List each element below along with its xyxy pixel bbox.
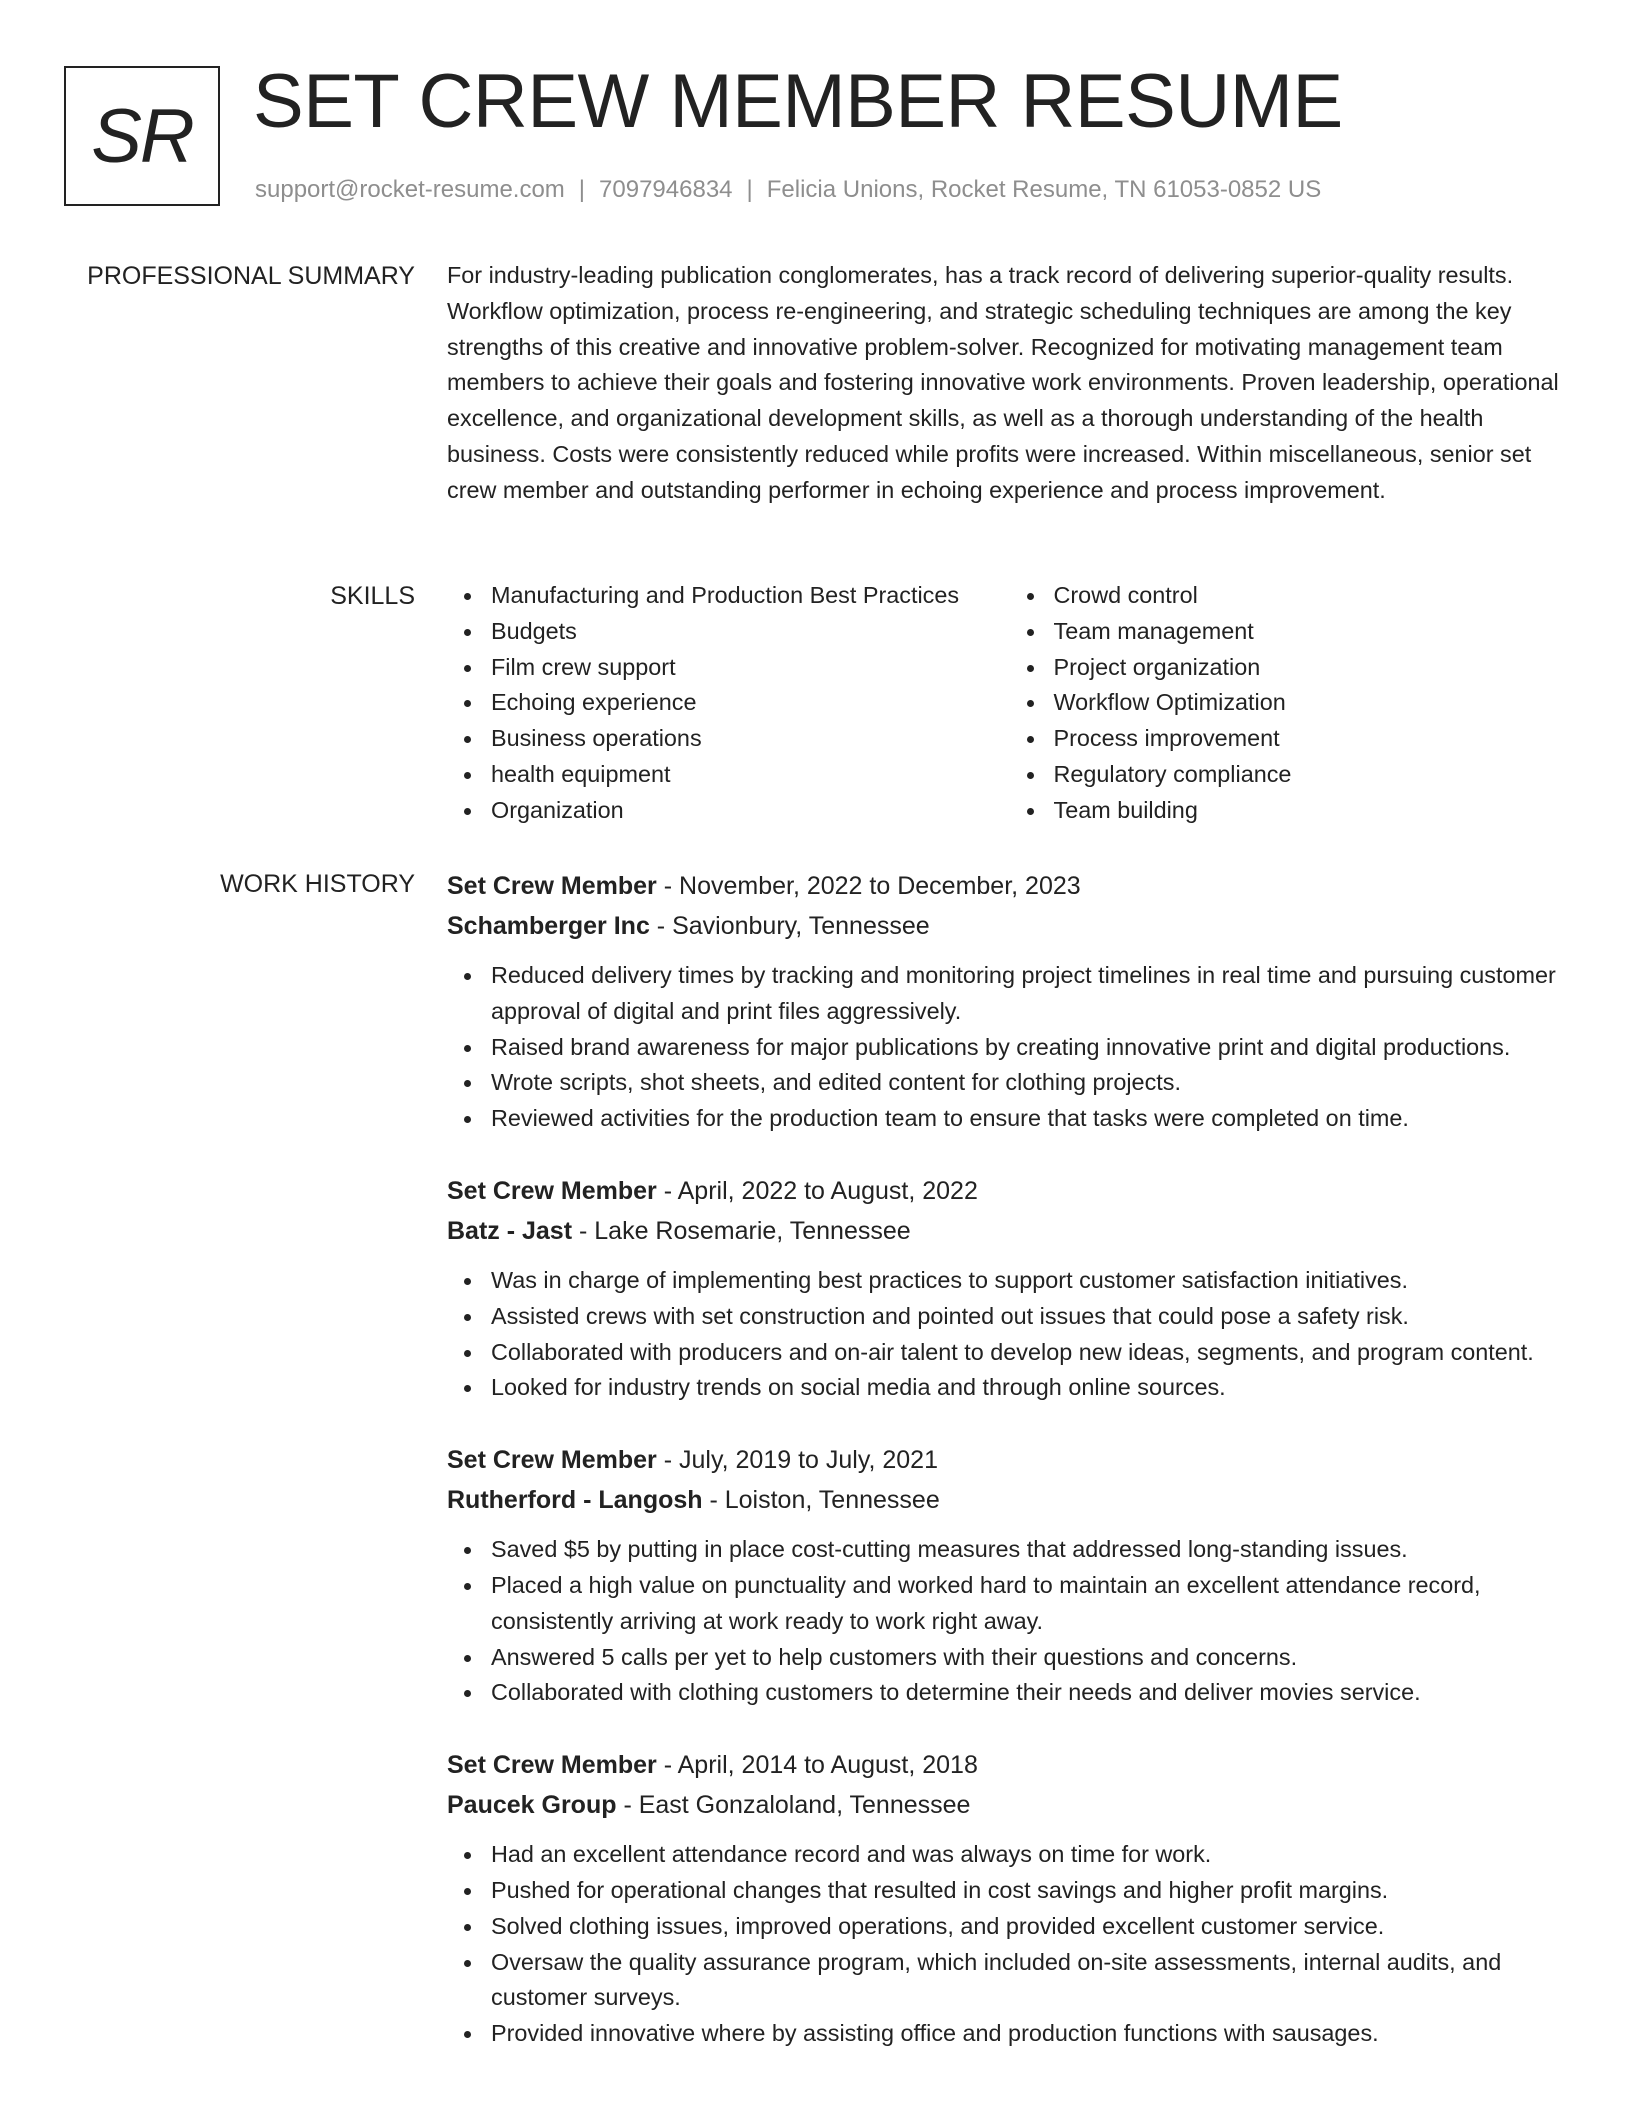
monogram-badge xyxy=(64,66,220,206)
job-title-line xyxy=(447,866,1572,906)
job-bullet: Collaborated with clothing customers to determine their needs and deliver movies service. xyxy=(491,1675,1572,1711)
job-location: - East Gonzaloland, Tennessee xyxy=(616,1791,971,1820)
job-bullet: Solved clothing issues, improved operations, and provided excellent customer service. xyxy=(491,1909,1572,1945)
skills-grid xyxy=(447,578,1572,829)
job-company-line xyxy=(447,1785,1572,1825)
skill-item: Manufacturing and Production Best Practices xyxy=(491,578,1010,614)
job-title-line xyxy=(447,1440,1572,1480)
job-company-line xyxy=(447,906,1572,946)
job-company: Schamberger Inc xyxy=(447,912,650,940)
summary-body xyxy=(447,258,1572,509)
job-title: Set Crew Member xyxy=(447,872,657,900)
job-entry xyxy=(447,866,1572,1137)
resume-title: SET CREW MEMBER RESUME xyxy=(253,59,1343,144)
skill-item: Crowd control xyxy=(1054,578,1573,614)
job-bullet-list xyxy=(447,1837,1572,2052)
skill-item: Regulatory compliance xyxy=(1054,757,1573,793)
skill-item: Business operations xyxy=(491,721,1010,757)
job-company: Rutherford - Langosh xyxy=(447,1486,703,1515)
job-bullet-list xyxy=(447,1263,1572,1406)
job-company-line xyxy=(447,1480,1572,1520)
contact-line xyxy=(255,174,1321,206)
section-label-summary: PROFESSIONAL SUMMARY xyxy=(87,262,415,290)
job-dates: - July, 2019 to July, 2021 xyxy=(656,1446,938,1475)
job-bullet: Oversaw the quality assurance program, which included on-site assessments, internal audits, and customer surveys. xyxy=(491,1945,1572,2017)
contact-address: Felicia Unions, Rocket Resume, TN 61053-0852 US xyxy=(766,176,1322,203)
skills-list-left xyxy=(447,578,1010,829)
job-bullet: Reviewed activities for the production team to ensure that tasks were completed on time. xyxy=(491,1101,1572,1137)
section-label-work-history: WORK HISTORY xyxy=(220,870,415,898)
job-dates: - April, 2014 to August, 2018 xyxy=(656,1751,978,1780)
skill-item: Project organization xyxy=(1054,650,1573,686)
job-entry xyxy=(447,1440,1572,1711)
monogram-initials: SR xyxy=(91,93,193,179)
job-bullet: Answered 5 calls per yet to help customers with their questions and concerns. xyxy=(491,1640,1572,1676)
job-bullet: Assisted crews with set construction and pointed out issues that could pose a safety risk. xyxy=(491,1299,1572,1335)
skill-item: health equipment xyxy=(491,757,1010,793)
job-entry xyxy=(447,1171,1572,1406)
job-company: Paucek Group xyxy=(447,1791,617,1820)
job-location: - Lake Rosemarie, Tennessee xyxy=(572,1216,911,1245)
job-title: Set Crew Member xyxy=(447,1751,657,1780)
skills-list-right xyxy=(1010,578,1573,829)
job-title: Set Crew Member xyxy=(447,1446,657,1475)
contact-email: support@rocket-resume.com xyxy=(255,176,565,203)
job-bullet: Placed a high value on punctuality and worked hard to maintain an excellent attendance record, consistently arriving at work ready to work right away. xyxy=(491,1568,1572,1640)
job-dates: - April, 2022 to August, 2022 xyxy=(656,1176,978,1205)
skill-item: Process improvement xyxy=(1054,721,1573,757)
job-bullet-list xyxy=(447,958,1572,1137)
job-title-line xyxy=(447,1745,1572,1785)
job-bullet: Saved $5 by putting in place cost-cutting measures that addressed long-standing issues. xyxy=(491,1532,1572,1568)
job-title: Set Crew Member xyxy=(447,1176,657,1205)
job-bullet: Was in charge of implementing best practices to support customer satisfaction initiatives. xyxy=(491,1263,1572,1299)
summary-text: For industry-leading publication conglomerates, has a track record of delivering superior-quality results. Workflow optimization, process re-engineering, and strategic scheduling techniques are among the key strengths of this creative and innovative problem-solver. Recognized for motivating management team members to achieve their goals and fostering innovative work environments. Proven leadership, operational excellence, and organizational development skills, as well as a thorough understanding of the health business. Costs were consistently reduced while profits were increased. Within miscellaneous, senior set crew member and outstanding performer in echoing experience and process improvement. xyxy=(447,262,1559,503)
skill-item: Organization xyxy=(491,793,1010,829)
section-label-skills: SKILLS xyxy=(330,582,415,610)
job-company: Batz - Jast xyxy=(447,1216,573,1245)
contact-separator: | xyxy=(746,176,753,203)
job-company-line xyxy=(447,1211,1572,1251)
contact-phone: 7097946834 xyxy=(599,176,733,203)
job-bullet: Had an excellent attendance record and was always on time for work. xyxy=(491,1837,1572,1873)
skill-item: Budgets xyxy=(491,614,1010,650)
work-history-body xyxy=(447,866,1572,2086)
job-bullet: Looked for industry trends on social media and through online sources. xyxy=(491,1370,1572,1406)
skill-item: Workflow Optimization xyxy=(1054,685,1573,721)
job-location: - Savionbury, Tennessee xyxy=(649,912,930,940)
job-bullet: Provided innovative where by assisting office and production functions with sausages. xyxy=(491,2016,1572,2052)
skill-item: Echoing experience xyxy=(491,685,1010,721)
contact-separator: | xyxy=(578,176,586,203)
job-title-line xyxy=(447,1171,1572,1211)
job-location: - Loiston, Tennessee xyxy=(702,1486,940,1515)
job-bullet: Collaborated with producers and on-air talent to develop new ideas, segments, and program content. xyxy=(491,1335,1572,1371)
job-bullet: Raised brand awareness for major publications by creating innovative print and digital productions. xyxy=(491,1030,1572,1066)
job-entry xyxy=(447,1745,1572,2052)
job-bullet-list xyxy=(447,1532,1572,1711)
job-dates: - November, 2022 to December, 2023 xyxy=(656,872,1081,900)
job-bullet: Pushed for operational changes that resulted in cost savings and higher profit margins. xyxy=(491,1873,1572,1909)
skill-item: Film crew support xyxy=(491,650,1010,686)
job-bullet: Reduced delivery times by tracking and monitoring project timelines in real time and pursuing customer approval of digital and print files aggressively. xyxy=(491,958,1572,1030)
skill-item: Team building xyxy=(1054,793,1573,829)
skill-item: Team management xyxy=(1054,614,1573,650)
job-bullet: Wrote scripts, shot sheets, and edited content for clothing projects. xyxy=(491,1065,1572,1101)
